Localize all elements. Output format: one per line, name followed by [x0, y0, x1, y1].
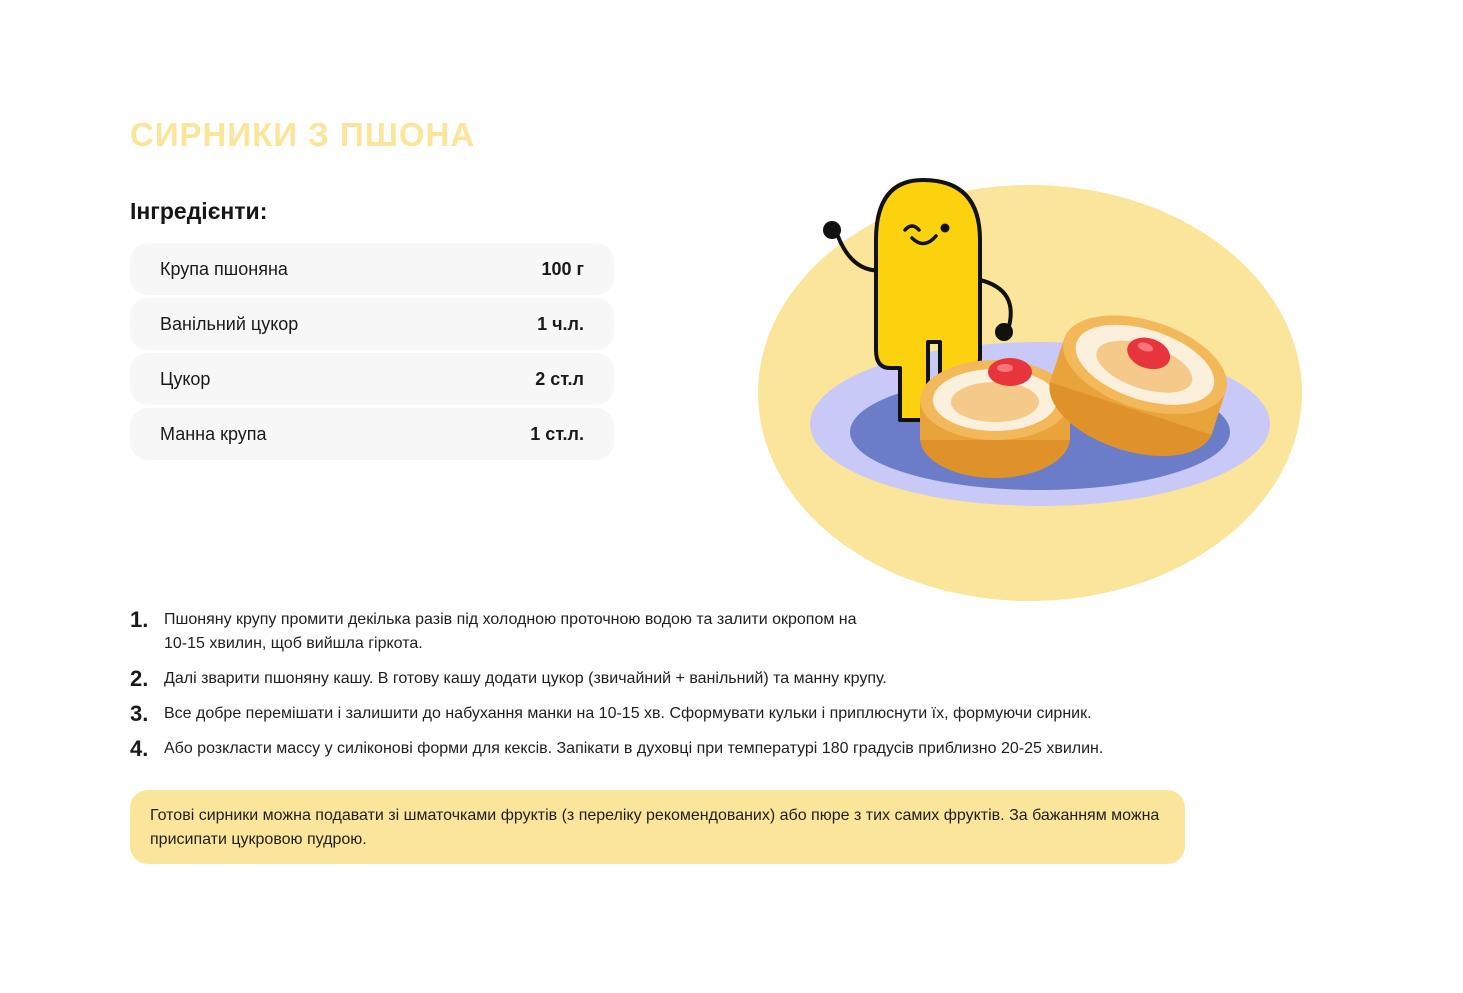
ingredient-name: Ванільний цукор [160, 313, 299, 334]
step-item [130, 667, 1250, 691]
step-text: Або розкласти массу у силіконові форми для кексів. Запікати в духовці при температурі 180 градусів приблизно 20-25 хвилин. [164, 740, 1104, 757]
ingredient-name: Манна крупа [160, 423, 267, 444]
serving-note: Готові сирники можна подавати зі шматочками фруктів (з переліку рекомендованих) або пюре з тих самих фруктів. За бажанням можна присипати цукровою пудрою. [130, 790, 1185, 864]
ingredient-quantity: 2 ст.л [535, 368, 584, 389]
step-text: Далі зварити пшоняну кашу. В готову кашу додати цукор (звичайний + ванільний) та манну крупу. [164, 670, 887, 687]
page-title: СИРНИКИ З ПШОНА [130, 116, 476, 153]
ingredient-quantity: 1 ст.л. [530, 423, 584, 444]
ingredient-row [130, 298, 614, 350]
step-text: Пшоняну крупу промити декілька разів під холодною проточною водою та залити окропом на 10-15 хвилин, щоб вийшла гіркота. [164, 611, 857, 652]
step-item [130, 702, 1250, 726]
ingredient-row [130, 408, 614, 460]
ingredients-heading: Інгредієнти: [130, 198, 268, 224]
step-item [130, 608, 1250, 656]
step-item [130, 737, 1250, 761]
step-number: 4. [130, 736, 149, 761]
recipe-illustration [740, 170, 1340, 610]
ingredient-row [130, 353, 614, 405]
ingredient-name: Цукор [160, 368, 211, 389]
step-number: 3. [130, 701, 149, 726]
pancake-left-icon [920, 358, 1070, 478]
ingredient-row [130, 243, 614, 295]
ingredient-quantity: 1 ч.л. [537, 313, 584, 334]
step-number: 1. [130, 607, 149, 632]
ingredients-list [130, 243, 614, 463]
ingredient-name: Крупа пшоняна [160, 258, 288, 279]
step-number: 2. [130, 666, 149, 691]
steps-list [130, 608, 1250, 772]
step-text: Все добре перемішати і залишити до набухання манки на 10-15 хв. Сформувати кульки і приплюснути їх, формуючи сирник. [164, 705, 1092, 722]
ingredient-quantity: 100 г [541, 258, 584, 279]
